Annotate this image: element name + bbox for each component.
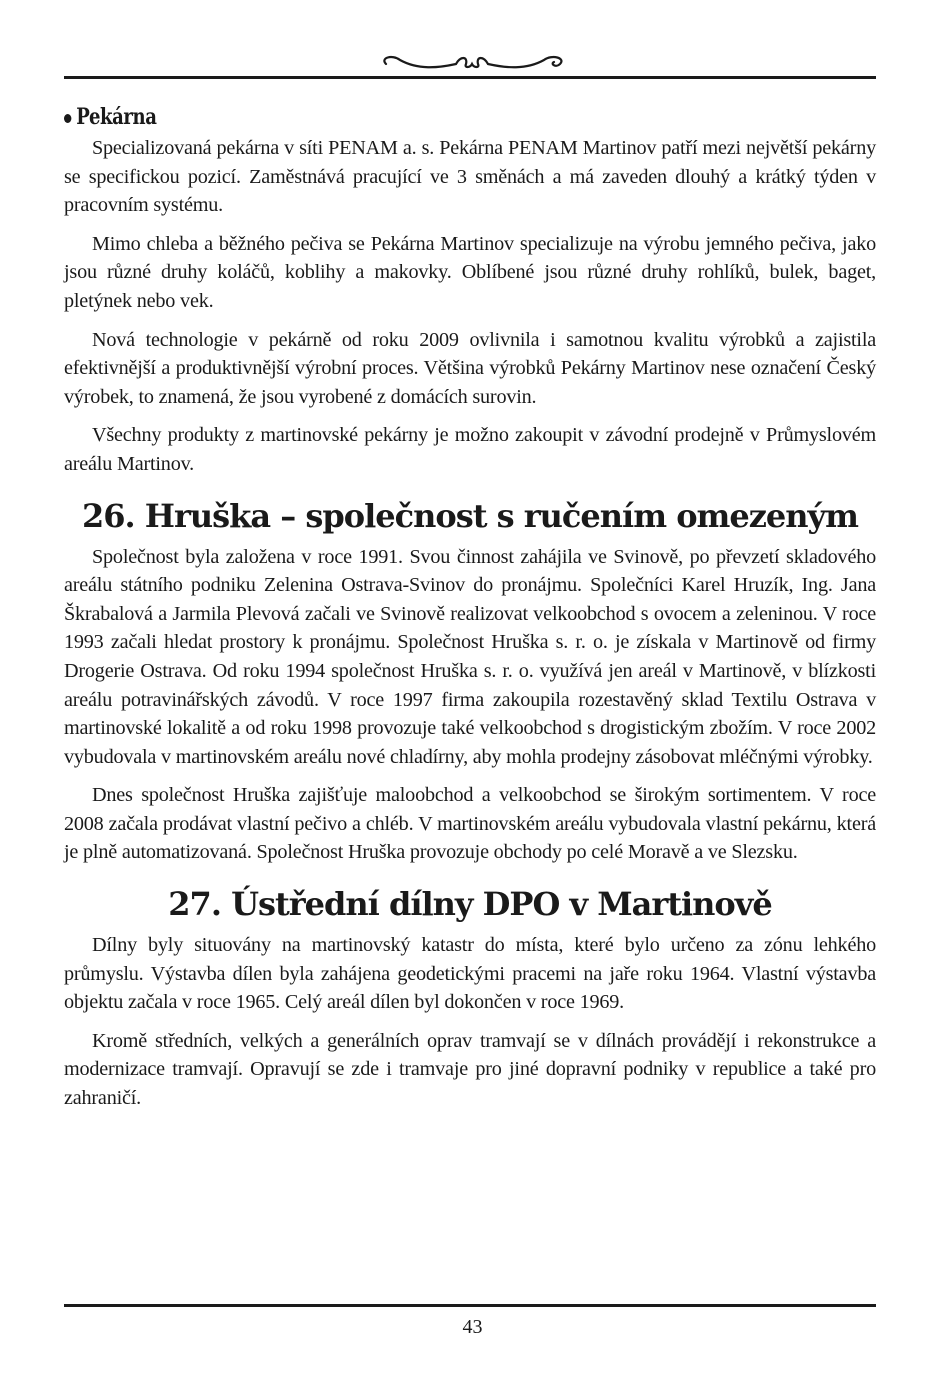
- paragraph: Dnes společnost Hruška zajišťuje maloobchod a velkoobchod se širokým sortimentem. V roce 2008 začala prodávat vlastní pečivo a chléb. V martinovském areálu vybudovala vlastní pekárnu, která je plně automatizovaná. Společnost Hruška provozuje obchody po celé Moravě a ve Slezsku.: [64, 784, 876, 864]
- paragraph: Specializovaná pekárna v síti PENAM a. s. Pekárna PENAM Martinov patří mezi největší pekárny se specifickou pozicí. Zaměstnává pracující ve 3 směnách a má zaveden dlouhý a krátký týden v pracovním systému.: [64, 137, 876, 217]
- page-content: [64, 104, 876, 1123]
- header-rule: [64, 76, 876, 79]
- footer-rule: [64, 1304, 876, 1307]
- paragraph: Kromě středních, velkých a generálních oprav tramvají se v dílnách provádějí i rekonstrukce a modernizace tramvají. Opravují se zde i tramvaje pro jiné dopravní podniky v republice a také pro zahraničí.: [64, 1029, 876, 1110]
- page-number: 43: [462, 1316, 483, 1338]
- scroll-flourish-icon: [378, 50, 568, 74]
- paragraph: Dílny byly situovány na martinovský katastr do místa, které bylo určeno za zónu lehkého průmyslu. Výstavba dílen byla zahájena geodetickými pracemi na jaře roku 1964. Vlastní výstavba objektu začala v roce 1965. Celý areál dílen byl dokončen v roce 1969.: [64, 934, 876, 1014]
- paragraph: Mimo chleba a běžného pečiva se Pekárna Martinov specializuje na výrobu jemného pečiva, jako jsou různé druhy koláčů, koblihy a makovky. Oblíbené jsou různé druhy rohlíků, bulek, baget, pletýnek nebo vek.: [64, 232, 876, 312]
- paragraph: Všechny produkty z martinovské pekárny je možno zakoupit v závodní prodejně v Průmyslovém areálu Martinov.: [64, 424, 876, 475]
- section-subheading: Pekárna: [64, 104, 730, 130]
- section-heading: 26. Hruška – společnost s ručením omezeným: [81, 496, 858, 535]
- bullet-icon: [64, 114, 71, 123]
- section-heading: 27. Ústřední dílny DPO v Martinově: [168, 885, 772, 924]
- paragraph: Nová technologie v pekárně od roku 2009 ovlivnila i samotnou kvalitu výrobků a zajistila efektivnější a produktivnější výrobní proces. Většina výrobků Pekárny Martinov nese označení Český výrobek, to znamená, že jsou vyrobené z domácích surovin.: [64, 328, 876, 408]
- paragraph: Společnost byla založena v roce 1991. Svou činnost zahájila ve Svinově, po převzetí skladového areálu státního podniku Zelenina Ostrava-Svinov do pronájmu. Společníci Karel Hruzík, Ing. Jana Škrabalová a Jarmila Plevová začali ve Svinově realizovat velkoobchod s ovocem a zeleninou. V roce 1993 začali hledat prostory k pronájmu. Společnost Hruška s. r. o. je získala v Martinově od firmy Drogerie Ostrava. Od roku 1994 společnost Hruška s. r. o. využívá jen areál v Martinově, v blízkosti areálu potravinářských závodů. V roce 1997 firma zakoupila rozestavěný sklad Textilu Ostrava v martinovské lokalitě a od roku 1998 provozuje také velkoobchod s drogistickým zbožím. V roce 2002 vybudovala v martinovském areálu nové chladírny, aby mohla prodejny zásobovat mléčnými výrobky.: [64, 545, 876, 768]
